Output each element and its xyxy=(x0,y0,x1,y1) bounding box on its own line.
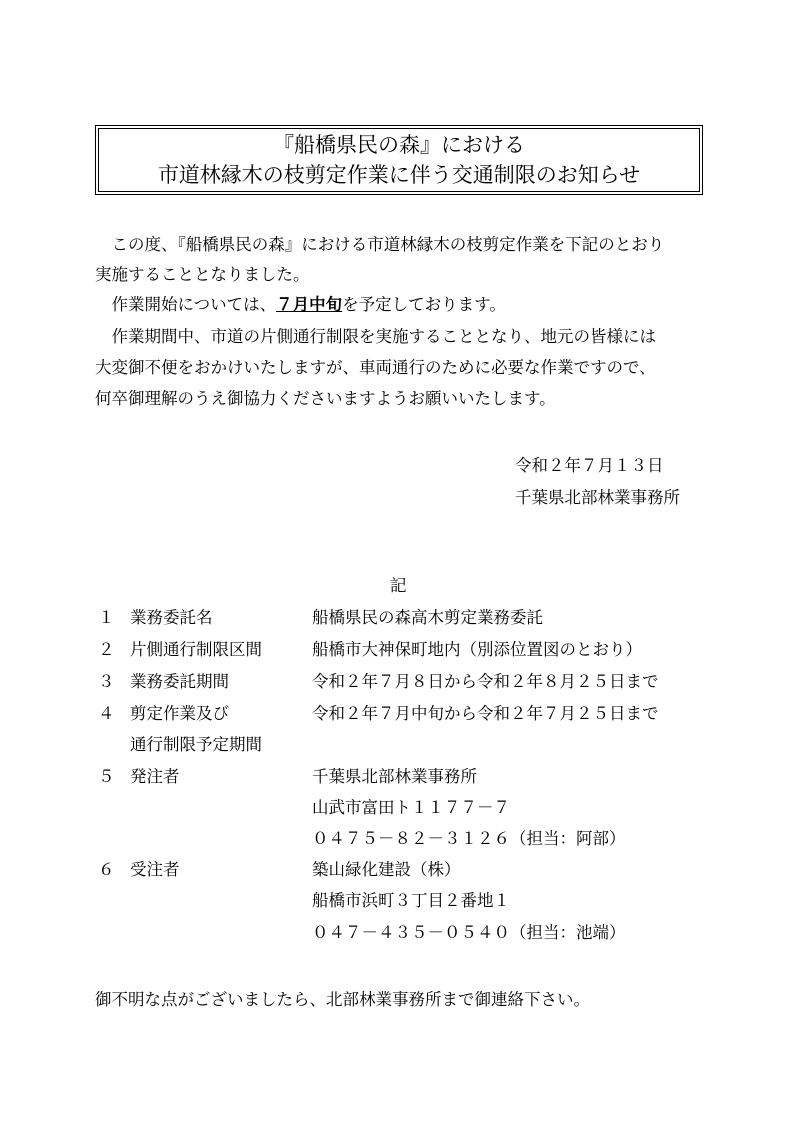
contact-footer: 御不明な点がございましたら、北部林業事務所まで御連絡下さい。 xyxy=(95,990,590,1009)
item-5-label: 発注者 xyxy=(130,767,180,786)
title-inner-frame xyxy=(98,128,700,192)
item-6-value: 築山緑化建設（株） xyxy=(312,860,461,879)
item-1-value: 船橋県民の森高木剪定業務委託 xyxy=(312,608,543,627)
item-3-value: 令和２年７月８日から令和２年８月２５日まで xyxy=(312,672,659,691)
start-period-emphasis: ７月中旬 xyxy=(276,295,343,314)
item-2-number: ２ xyxy=(98,640,115,659)
item-1-number: １ xyxy=(98,608,115,627)
paragraph-3-line-2: 大変御不便をおかけいたしますが、車両通行のために必要な作業ですので、 xyxy=(95,358,656,377)
item-4-label: 剪定作業及び xyxy=(130,704,229,723)
ki-heading: 記 xyxy=(390,576,407,595)
item-5-phone: ０４７５－８２－３１２６（担当：阿部） xyxy=(312,829,626,848)
item-6-number: ６ xyxy=(98,860,115,879)
item-3-number: ３ xyxy=(98,672,115,691)
paragraph-1-line-2: 実施することとなりました。 xyxy=(95,265,310,284)
title-line-1: 『船橋県民の森』における xyxy=(273,133,525,157)
item-4-label-line-2: 通行制限予定期間 xyxy=(130,735,262,754)
item-2-value: 船橋市大神保町地内（別添位置図のとおり） xyxy=(312,640,642,659)
item-5-address: 山武市富田ト１１７７－７ xyxy=(312,798,510,817)
title-line-2: 市道林縁木の枝剪定作業に伴う交通制限のお知らせ xyxy=(157,163,641,187)
item-3-label: 業務委託期間 xyxy=(130,672,229,691)
item-6-label: 受注者 xyxy=(130,860,180,879)
item-2-label: 片側通行制限区間 xyxy=(130,640,262,659)
item-1-label: 業務委託名 xyxy=(130,608,213,627)
item-4-value: 令和２年７月中旬から令和２年７月２５日まで xyxy=(312,704,659,723)
paragraph-2-suffix: を予定しております。 xyxy=(342,295,506,314)
issuer-office: 千葉県北部林業事務所 xyxy=(515,488,680,507)
issue-date: 令和２年７月１３日 xyxy=(515,456,664,475)
item-5-value: 千葉県北部林業事務所 xyxy=(312,767,477,786)
item-6-address: 船橋市浜町３丁目２番地１ xyxy=(312,891,510,910)
paragraph-3-line-1: 作業期間中、市道の片側通行制限を実施することとなり、地元の皆様には xyxy=(95,327,656,346)
paragraph-3-line-3: 何卒御理解のうえ御協力くださいますようお願いいたします。 xyxy=(95,389,556,408)
title-box xyxy=(95,125,703,195)
paragraph-2-prefix: 作業開始については、 xyxy=(95,295,277,314)
item-6-phone: ０４７－４３５－０５４０（担当：池端） xyxy=(312,923,626,942)
item-5-number: ５ xyxy=(98,767,115,786)
paragraph-1-line-1: この度、『船橋県民の森』における市道林縁木の枝剪定作業を下記のとおり xyxy=(95,235,665,254)
item-4-number: ４ xyxy=(98,704,115,723)
paragraph-2 xyxy=(95,290,506,320)
